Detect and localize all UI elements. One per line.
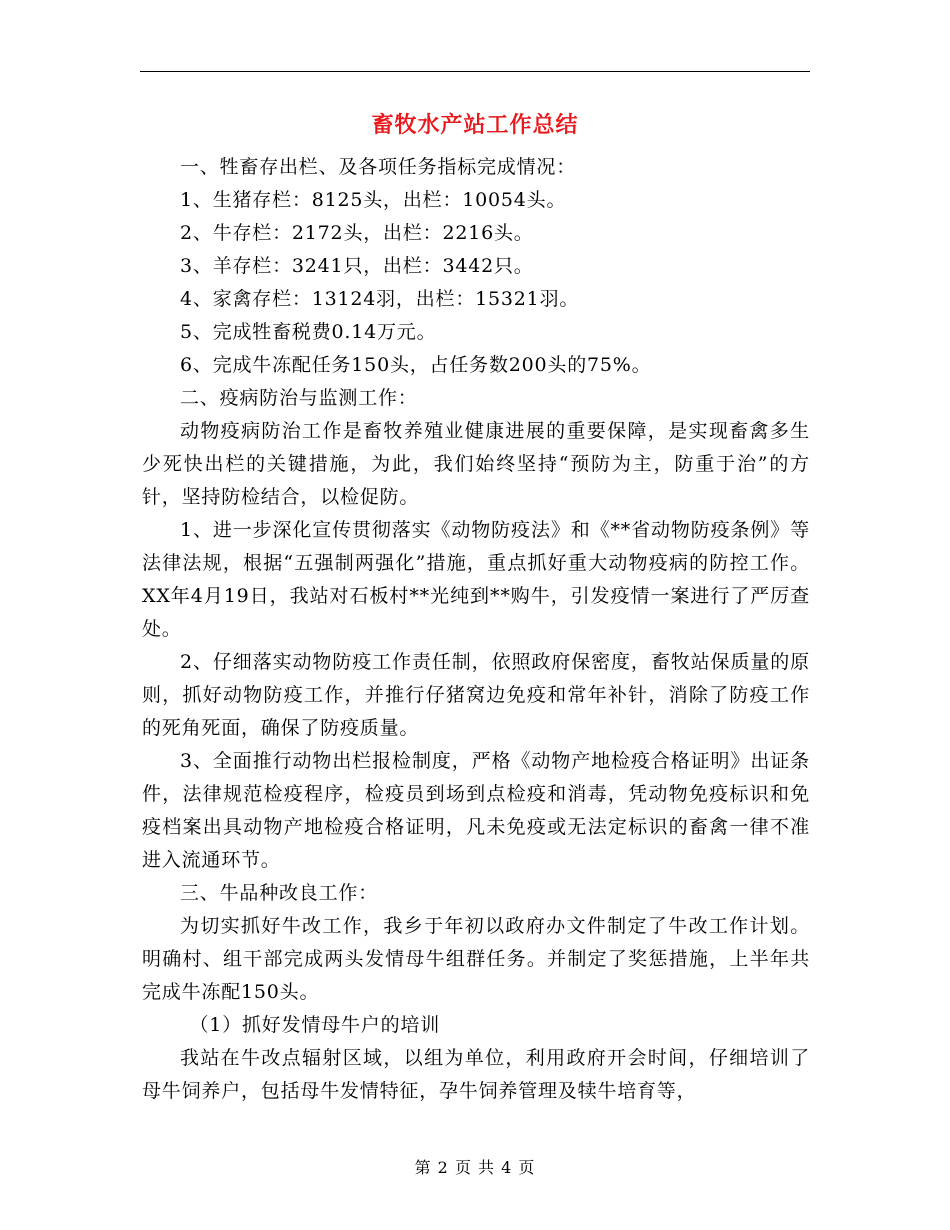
body-paragraph: 6、完成牛冻配任务150头，占任务数200头的75%。: [180, 354, 652, 376]
body-paragraph: 三、牛品种改良工作：: [180, 882, 379, 904]
body-paragraph: 我站在牛改点辐射区域，以组为单位，利用政府开会时间，仔细培训了母牛饲养户，包括母牛发情特征，孕牛饲养管理及犊牛培育等，: [142, 1047, 810, 1102]
body-paragraph: 3、羊存栏：3241只，出栏：3442只。: [180, 255, 534, 277]
body-paragraph: 1、进一步深化宣传贯彻落实《动物防疫法》和《**省动物防疫条例》等法律法规，根据“五强制两强化”措施，重点抓好重大动物疫病的防控工作。XX年4月19日，我站对石板村**光纯到**购牛，引发疫情一案进行了严厉查处。: [142, 519, 810, 640]
body-paragraph: 二、疫病防治与监测工作：: [180, 387, 418, 409]
document-body: [142, 151, 810, 1108]
body-paragraph: 3、全面推行动物出栏报检制度，严格《动物产地检疫合格证明》出证条件，法律规范检疫程序，检疫员到场到点检疫和消毒，凭动物免疫标识和免疫档案出具动物产地检疫合格证明，凡未免疫或无法定标识的畜禽一律不准进入流通环节。: [142, 750, 810, 871]
body-paragraph: 一、牲畜存出栏、及各项任务指标完成情况：: [180, 156, 577, 178]
body-paragraph: （1）抓好发情母牛户的培训: [189, 1014, 440, 1036]
body-paragraph: 为切实抓好牛改工作，我乡于年初以政府办文件制定了牛改工作计划。明确村、组干部完成两头发情母牛组群任务。并制定了奖惩措施，上半年共完成牛冻配150头。: [142, 915, 810, 1003]
body-paragraph: 5、完成牲畜税费0.14万元。: [180, 321, 437, 343]
body-paragraph: 2、牛存栏：2172头，出栏：2216头。: [180, 222, 534, 244]
document-title: 畜牧水产站工作总结: [371, 112, 579, 138]
body-paragraph: 2、仔细落实动物防疫工作责任制，依照政府保密度，畜牧站保质量的原则，抓好动物防疫工作，并推行仔猪窝边免疫和常年补针，消除了防疫工作的死角死面，确保了防疫质量。: [142, 651, 810, 739]
body-paragraph: 1、生猪存栏：8125头，出栏：10054头。: [180, 189, 567, 211]
body-paragraph: 4、家禽存栏：13124羽，出栏：15321羽。: [180, 288, 580, 310]
page-footer: 第 2 页 共 4 页: [414, 1158, 536, 1177]
header-rule: [140, 71, 810, 72]
body-paragraph: 动物疫病防治工作是畜牧养殖业健康进展的重要保障，是实现畜禽多生少死快出栏的关键措施，为此，我们始终坚持“预防为主，防重于治”的方针，坚持防检结合，以检促防。: [142, 420, 810, 508]
